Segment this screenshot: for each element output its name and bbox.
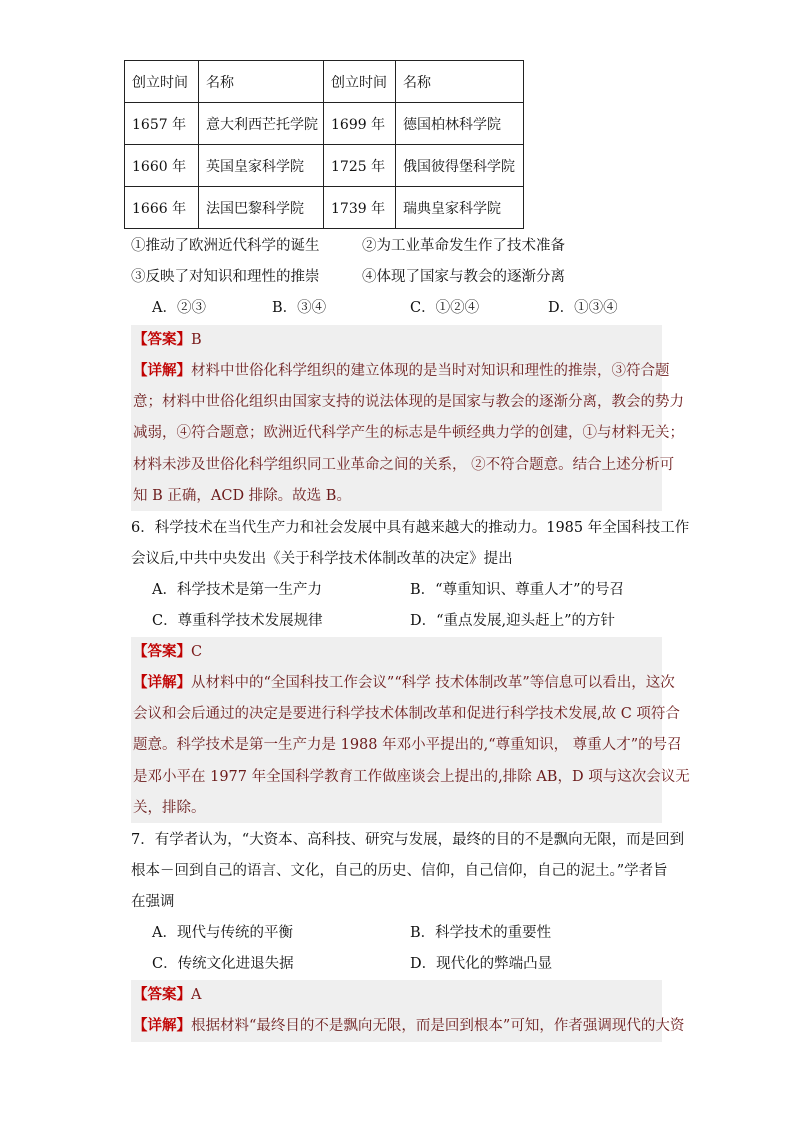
option-b[interactable]: B．科学技术的重要性 <box>410 925 552 941</box>
answer-value: C <box>191 644 203 660</box>
answer-line-q5 <box>133 330 202 350</box>
table-cell: 1657 年 <box>125 103 199 145</box>
explain-line: 是邓小平在 1977 年全国科学教育工作做座谈会上提出的,排除 AB，D 项与这次会议无 <box>133 769 690 785</box>
explain-line: 知 B 正确，ACD 排除。故选 B。 <box>133 488 351 504</box>
table-cell: 1739 年 <box>324 187 396 229</box>
answer-tag: 【答案】 <box>133 986 191 1003</box>
explain-line: 减弱，④符合题意；欧洲近代科学产生的标志是牛顿经典力学的创建，①与材料无关； <box>133 425 684 441</box>
answer-tag: 【答案】 <box>133 643 191 660</box>
statement-4: ④体现了国家与教会的逐渐分离 <box>362 269 565 285</box>
table-cell: 瑞典皇家科学院 <box>396 187 524 229</box>
explain-text: 从材料中的“全国科技工作会议”“科学 技术体制改革”等信息可以看出，这次 <box>191 675 675 691</box>
table-row <box>125 145 524 187</box>
table-cell: 俄国彼得堡科学院 <box>396 145 524 187</box>
explain-line: 会议和会后通过的决定是要进行科学技术体制改革和促进行科学技术发展,故 C 项符合 <box>133 706 680 722</box>
option-c[interactable]: C．尊重科学技术发展规律 <box>152 613 323 629</box>
explain-tag: 【详解】 <box>133 674 191 691</box>
answer-box-q6 <box>131 637 662 823</box>
option-c[interactable]: C．①②④ <box>410 300 480 316</box>
option-c[interactable]: C．传统文化进退失据 <box>152 956 294 972</box>
answer-value: A <box>191 987 202 1003</box>
statement-3: ③反映了对知识和理性的推崇 <box>131 269 320 285</box>
option-d[interactable]: D．现代化的弊端凸显 <box>410 956 553 972</box>
table-header-row <box>125 61 524 103</box>
option-a[interactable]: A．现代与传统的平衡 <box>152 925 293 941</box>
table-row <box>125 103 524 145</box>
option-a[interactable]: A．②③ <box>152 300 206 316</box>
explain-line: 意；材料中世俗化组织由国家支持的说法体现的是国家与教会的逐渐分离，教会的势力 <box>133 394 684 410</box>
question-7-stem: 在强调 <box>131 894 175 910</box>
question-6-stem: 会议后,中共中央发出《关于科学技术体制改革的决定》提出 <box>131 551 513 567</box>
table-cell: 英国皇家科学院 <box>199 145 324 187</box>
explain-line <box>133 673 675 693</box>
table-header-cell: 创立时间 <box>125 61 199 103</box>
option-a[interactable]: A．科学技术是第一生产力 <box>152 582 322 598</box>
table-header-cell: 创立时间 <box>324 61 396 103</box>
table-header-cell: 名称 <box>199 61 324 103</box>
question-6-stem: 6．科学技术在当代生产力和社会发展中具有越来越大的推动力。1985 年全国科技工作 <box>131 520 690 536</box>
explain-line: 关，排除。 <box>133 800 206 816</box>
table-cell: 1660 年 <box>125 145 199 187</box>
table-cell: 1699 年 <box>324 103 396 145</box>
option-b[interactable]: B．“尊重知识、尊重人才”的号召 <box>410 582 624 598</box>
table-cell: 意大利西芒托学院 <box>199 103 324 145</box>
option-b[interactable]: B．③④ <box>272 300 327 316</box>
table-cell: 1666 年 <box>125 187 199 229</box>
explain-tag: 【详解】 <box>133 1017 191 1034</box>
explain-line: 材料未涉及世俗化科学组织同工业革命之间的关系， ②不符合题意。结合上述分析可 <box>133 457 675 473</box>
table-cell: 1725 年 <box>324 145 396 187</box>
answer-tag: 【答案】 <box>133 331 191 348</box>
table-cell: 德国柏林科学院 <box>396 103 524 145</box>
table-row <box>125 187 524 229</box>
explain-tag: 【详解】 <box>133 362 191 379</box>
answer-line-q7 <box>133 985 201 1005</box>
explain-line <box>133 361 670 381</box>
question-7-stem: 7．有学者认为，“大资本、高科技、研究与发展，最终的目的不是飘向无限，而是回到 <box>131 832 685 848</box>
explain-text: 根据材料“最终目的不是飘向无限，而是回到根本”可知，作者强调现代的大资 <box>191 1018 685 1034</box>
statement-2: ②为工业革命发生作了技术准备 <box>362 238 565 254</box>
answer-value: B <box>191 332 202 348</box>
answer-line-q6 <box>133 642 202 662</box>
table-cell: 法国巴黎科学院 <box>199 187 324 229</box>
option-d[interactable]: D．①③④ <box>548 300 618 316</box>
explain-text: 材料中世俗化科学组织的建立体现的是当时对知识和理性的推崇，③符合题 <box>191 363 670 379</box>
answer-box-q5 <box>131 325 662 511</box>
question-7-stem: 根本－回到自己的语言、文化，自己的历史、信仰，自己信仰，自己的泥土。”学者旨 <box>131 863 668 879</box>
explain-line: 题意。科学技术是第一生产力是 1988 年邓小平提出的,“尊重知识， 尊重人才”的号召 <box>133 737 682 753</box>
statement-1: ①推动了欧洲近代科学的诞生 <box>131 238 320 254</box>
option-d[interactable]: D．“重点发展,迎头赶上”的方针 <box>410 613 616 629</box>
table-header-cell: 名称 <box>396 61 524 103</box>
academy-table <box>124 60 524 229</box>
explain-line <box>133 1016 684 1036</box>
